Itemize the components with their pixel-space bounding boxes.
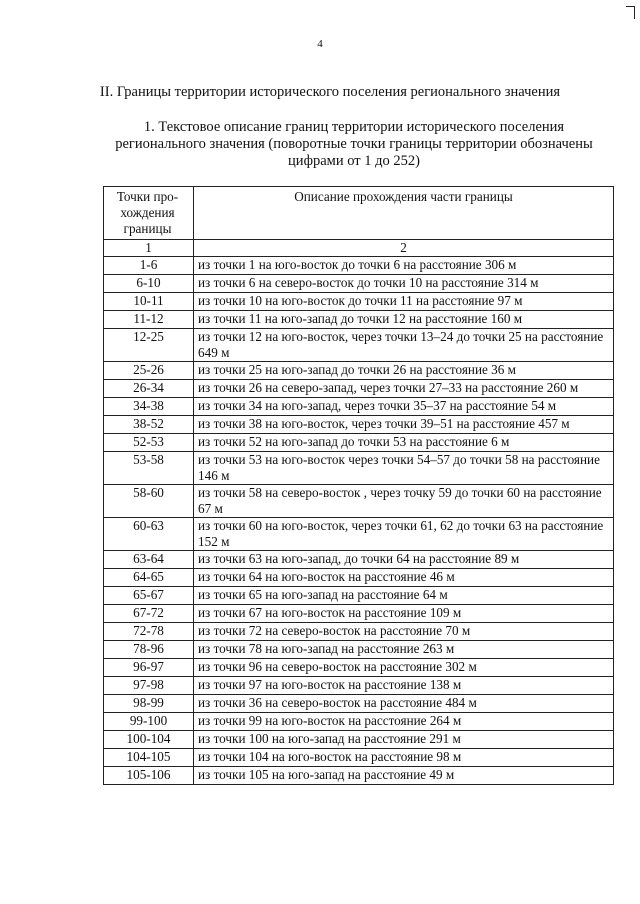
row-description: из точки 100 на юго-запад на расстояние 291 м (194, 731, 614, 749)
table-row (104, 605, 614, 623)
table-row (104, 695, 614, 713)
table-row (104, 275, 614, 293)
row-description: из точки 72 на северо-восток на расстояние 70 м (194, 623, 614, 641)
header-points (104, 187, 194, 240)
table-row (104, 767, 614, 785)
row-description: из точки 26 на северо-запад, через точки 27–33 на расстояние 260 м (194, 380, 614, 398)
header-points-line: хождения (120, 205, 175, 220)
table-row (104, 329, 614, 362)
row-points: 52-53 (104, 434, 194, 452)
row-points: 53-58 (104, 452, 194, 485)
section-title: II. Границы территории исторического поселения регионального значения (99, 84, 561, 100)
row-description: из точки 34 на юго-запад, через точки 35–37 на расстояние 54 м (194, 398, 614, 416)
row-description: из точки 6 на северо-восток до точки 10 на расстояние 314 м (194, 275, 614, 293)
row-description: из точки 1 на юго-восток до точки 6 на расстояние 306 м (194, 257, 614, 275)
row-points: 64-65 (104, 569, 194, 587)
row-description: из точки 65 на юго-запад на расстояние 64 м (194, 587, 614, 605)
row-points: 72-78 (104, 623, 194, 641)
subtitle-line: цифрами от 1 до 252) (288, 153, 420, 169)
row-points: 78-96 (104, 641, 194, 659)
row-points: 65-67 (104, 587, 194, 605)
row-description: из точки 25 на юго-запад до точки 26 на расстояние 36 м (194, 362, 614, 380)
row-points: 100-104 (104, 731, 194, 749)
table-row (104, 749, 614, 767)
row-points: 10-11 (104, 293, 194, 311)
row-points: 58-60 (104, 485, 194, 518)
subsection-title (104, 119, 604, 170)
table-body (104, 257, 614, 785)
table-row (104, 731, 614, 749)
column-number-row (104, 240, 614, 257)
row-description: из точки 105 на юго-запад на расстояние 49 м (194, 767, 614, 785)
row-points: 99-100 (104, 713, 194, 731)
subtitle-line: 1. Текстовое описание границ территории исторического поселения (143, 119, 565, 135)
row-description: из точки 52 на юго-запад до точки 53 на расстояние 6 м (194, 434, 614, 452)
row-points: 60-63 (104, 518, 194, 551)
row-description: из точки 104 на юго-восток на расстояние 98 м (194, 749, 614, 767)
row-points: 96-97 (104, 659, 194, 677)
row-description: из точки 60 на юго-восток, через точки 61, 62 до точки 63 на расстояние 152 м (194, 518, 614, 551)
row-points: 98-99 (104, 695, 194, 713)
row-description: из точки 10 на юго-восток до точки 11 на расстояние 97 м (194, 293, 614, 311)
table-row (104, 380, 614, 398)
row-description: из точки 97 на юго-восток на расстояние 138 м (194, 677, 614, 695)
table-row (104, 416, 614, 434)
row-points: 67-72 (104, 605, 194, 623)
table-row (104, 641, 614, 659)
table-row (104, 659, 614, 677)
row-points: 25-26 (104, 362, 194, 380)
page-number: 4 (317, 38, 323, 50)
row-description: из точки 63 на юго-запад, до точки 64 на расстояние 89 м (194, 551, 614, 569)
row-points: 6-10 (104, 275, 194, 293)
column-number-2: 2 (194, 240, 614, 257)
table-row (104, 434, 614, 452)
row-description: из точки 11 на юго-запад до точки 12 на расстояние 160 м (194, 311, 614, 329)
table-row (104, 551, 614, 569)
row-description: из точки 78 на юго-запад на расстояние 263 м (194, 641, 614, 659)
column-number-1: 1 (104, 240, 194, 257)
row-description: из точки 53 на юго-восток через точки 54–57 до точки 58 на расстояние 146 м (194, 452, 614, 485)
row-description: из точки 99 на юго-восток на расстояние 264 м (194, 713, 614, 731)
row-description: из точки 12 на юго-восток, через точки 13–24 до точки 25 на расстояние 649 м (194, 329, 614, 362)
table-row (104, 452, 614, 485)
table-row (104, 485, 614, 518)
table-row (104, 713, 614, 731)
row-description: из точки 64 на юго-восток на расстояние 46 м (194, 569, 614, 587)
table-row (104, 569, 614, 587)
header-description: Описание прохождения части границы (194, 187, 614, 240)
subtitle-line: регионального значения (поворотные точки границы территории обозначены (115, 136, 593, 152)
row-points: 11-12 (104, 311, 194, 329)
row-points: 26-34 (104, 380, 194, 398)
row-description: из точки 67 на юго-восток на расстояние 109 м (194, 605, 614, 623)
table-row (104, 623, 614, 641)
row-points: 104-105 (104, 749, 194, 767)
row-points: 34-38 (104, 398, 194, 416)
table-row (104, 518, 614, 551)
corner-crop-mark (626, 6, 635, 19)
row-description: из точки 38 на юго-восток, через точки 39–51 на расстояние 457 м (194, 416, 614, 434)
row-points: 38-52 (104, 416, 194, 434)
row-points: 12-25 (104, 329, 194, 362)
row-description: из точки 36 на северо-восток на расстояние 484 м (194, 695, 614, 713)
header-points-line: Точки про- (116, 189, 179, 204)
row-points: 105-106 (104, 767, 194, 785)
table-row (104, 362, 614, 380)
table-row (104, 587, 614, 605)
boundary-table (103, 186, 614, 785)
row-points: 63-64 (104, 551, 194, 569)
header-points-line: границы (123, 221, 172, 236)
table-row (104, 398, 614, 416)
row-points: 97-98 (104, 677, 194, 695)
table-row (104, 257, 614, 275)
table-row (104, 293, 614, 311)
row-points: 1-6 (104, 257, 194, 275)
row-description: из точки 58 на северо-восток , через точку 59 до точки 60 на расстояние 67 м (194, 485, 614, 518)
table-row (104, 311, 614, 329)
row-description: из точки 96 на северо-восток на расстояние 302 м (194, 659, 614, 677)
table-header-row (104, 187, 614, 240)
table-row (104, 677, 614, 695)
